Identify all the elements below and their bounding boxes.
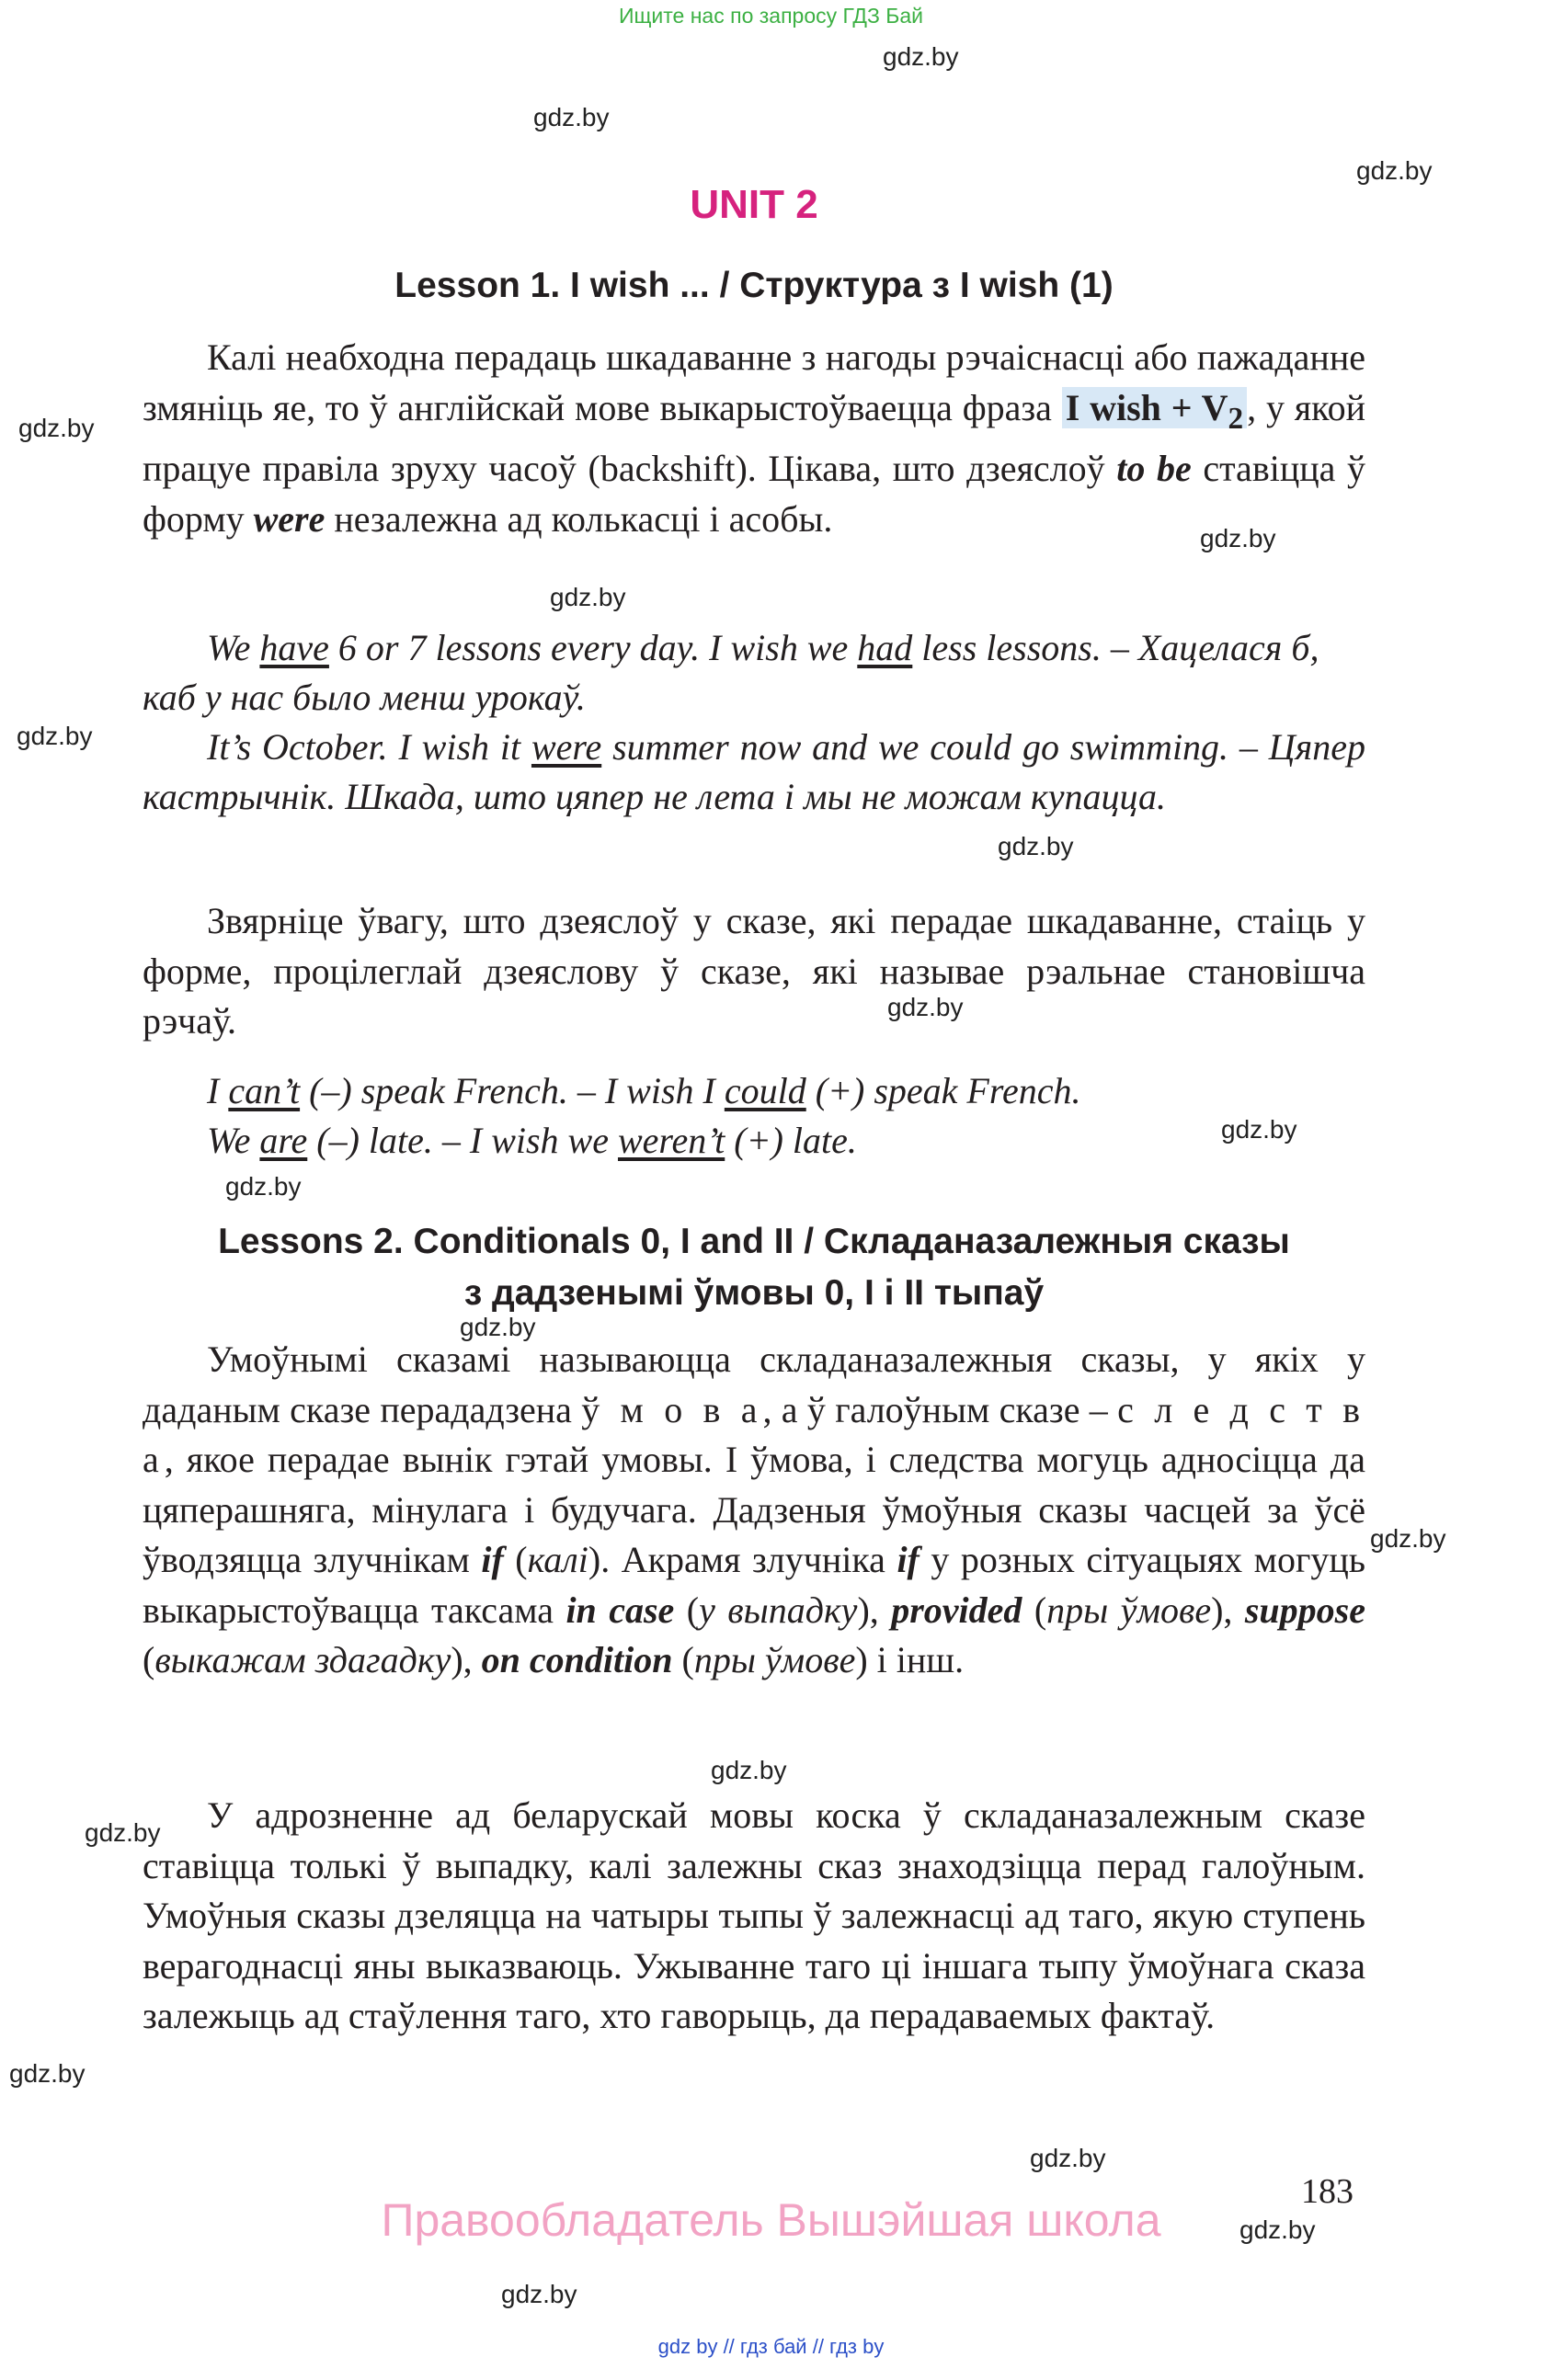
watermark: gdz.by [998, 832, 1074, 860]
header-note: Ищите нас по запросу ГДЗ Бай [618, 4, 924, 28]
watermark: gdz.by [1200, 524, 1276, 552]
watermark: gdz.by [18, 414, 95, 442]
lesson2-heading-line2: з дадзенымі ўмовы 0, I і II тыпаў [463, 1273, 1045, 1313]
lesson1-note: Звярніце ўвагу, што дзеяслоў у сказе, які перадае шкадаванне, стаіць у форме, процілеглай дзеяслову ў сказе, які называе рэальнае становішча рэчаў. [143, 900, 1365, 1042]
lesson1-example-2: It’s October. I wish it were summer now and we could go swimming. – Цяпер кастрычнік. Шкада, што цяпер не лета і мы не можам купацца. [143, 726, 1365, 817]
lesson1-heading: Lesson 1. I wish ... / Структура з I wish (1) [394, 266, 1114, 305]
unit-title: UNIT 2 [690, 182, 818, 227]
watermark: gdz.by [1370, 1524, 1446, 1553]
watermark: gdz.by [887, 993, 964, 1021]
lesson1-example-4: We are (–) late. – I wish we weren’t (+) late. [207, 1120, 857, 1161]
lesson2-paragraph-2: У адрозненне ад беларускай мовы коска ў складаназалежным сказе ставіцца толькі ў выпадку, калі залежны сказ знаходзіцца перад галоўным. Умоўныя сказы дзеляцца на чатыры тыпы ў залежнасці ад таго, якую ступень верагоднасці яны выказваюць. Ужыванне таго ці іншага тыпу ўмоўнага сказа залежыць ад стаўлення таго, хто гаворыць, да перадаваемых фактаў. [143, 1794, 1365, 2036]
watermark: gdz.by [9, 2059, 86, 2088]
watermark: gdz.by [711, 1756, 787, 1784]
lesson1-example-3: I can’t (–) speak French. – I wish I could (+) speak French. [207, 1070, 1081, 1111]
watermark: gdz.by [17, 722, 93, 750]
footer-links[interactable]: gdz by // гдз бай // гдз by [657, 2335, 885, 2358]
watermark: gdz.by [225, 1172, 302, 1201]
watermark: gdz.by [460, 1313, 536, 1341]
formula-highlight: I wish + $V_2$ [1062, 387, 1247, 428]
watermark: gdz.by [1239, 2215, 1316, 2244]
page-number: 183 [1301, 2172, 1354, 2211]
watermark: gdz.by [85, 1818, 161, 1847]
watermark: gdz.by [1221, 1115, 1297, 1144]
lesson2-paragraph-1: Умоўнымі сказамі называюцца складаназалежныя сказы, у якіх у даданым сказе перададзена ў м о в а, а ў галоўным сказе – с л е д с т в а, якое перадае вынік гэтай умовы. І ўмова, і следства могуць адносіцца да цяперашняга, мінулага і будучага. Дадзеныя ўмоўныя сказы часцей за ўсё ўводзяцца злучнікам if (калі). Акрамя злучніка if у розных сітуацыях могуць выкарыстоўвацца таксама in case (у выпадку), provided (пры ўмове), suppose (выкажам здагадку), on condition (пры ўмове) і інш. [143, 1338, 1366, 1680]
watermark: gdz.by [1356, 156, 1433, 185]
lesson1-example-1: We have 6 or 7 lessons every day. I wish we had less lessons. – Хацелася б, каб у нас было менш урокаў. [143, 627, 1319, 718]
watermark: gdz.by [1030, 2144, 1106, 2172]
watermark: gdz.by [550, 583, 626, 611]
watermark: gdz.by [883, 42, 959, 71]
copyright-notice: Правообладатель Вышэйшая школа [381, 2194, 1161, 2246]
watermark: gdz.by [501, 2280, 577, 2308]
lesson1-intro: Калі неабходна перадаць шкадаванне з нагоды рэчаіснасці або пажаданне змяніць яе, то ў англійскай мове выкарыстоўваецца фраза I wish + $V_2$ , у якой працуе правіла зруху часоў (backshift). Цікава, што дзеяслоў to be ставіцца ў форму were незалежна ад колькасці і асобы. [143, 336, 1366, 540]
lesson2-heading [110, 1216, 1398, 1319]
lesson2-heading-line1: Lessons 2. Conditionals 0, I and II / Складаназалежныя сказы [218, 1222, 1290, 1261]
watermark: gdz.by [533, 103, 610, 131]
